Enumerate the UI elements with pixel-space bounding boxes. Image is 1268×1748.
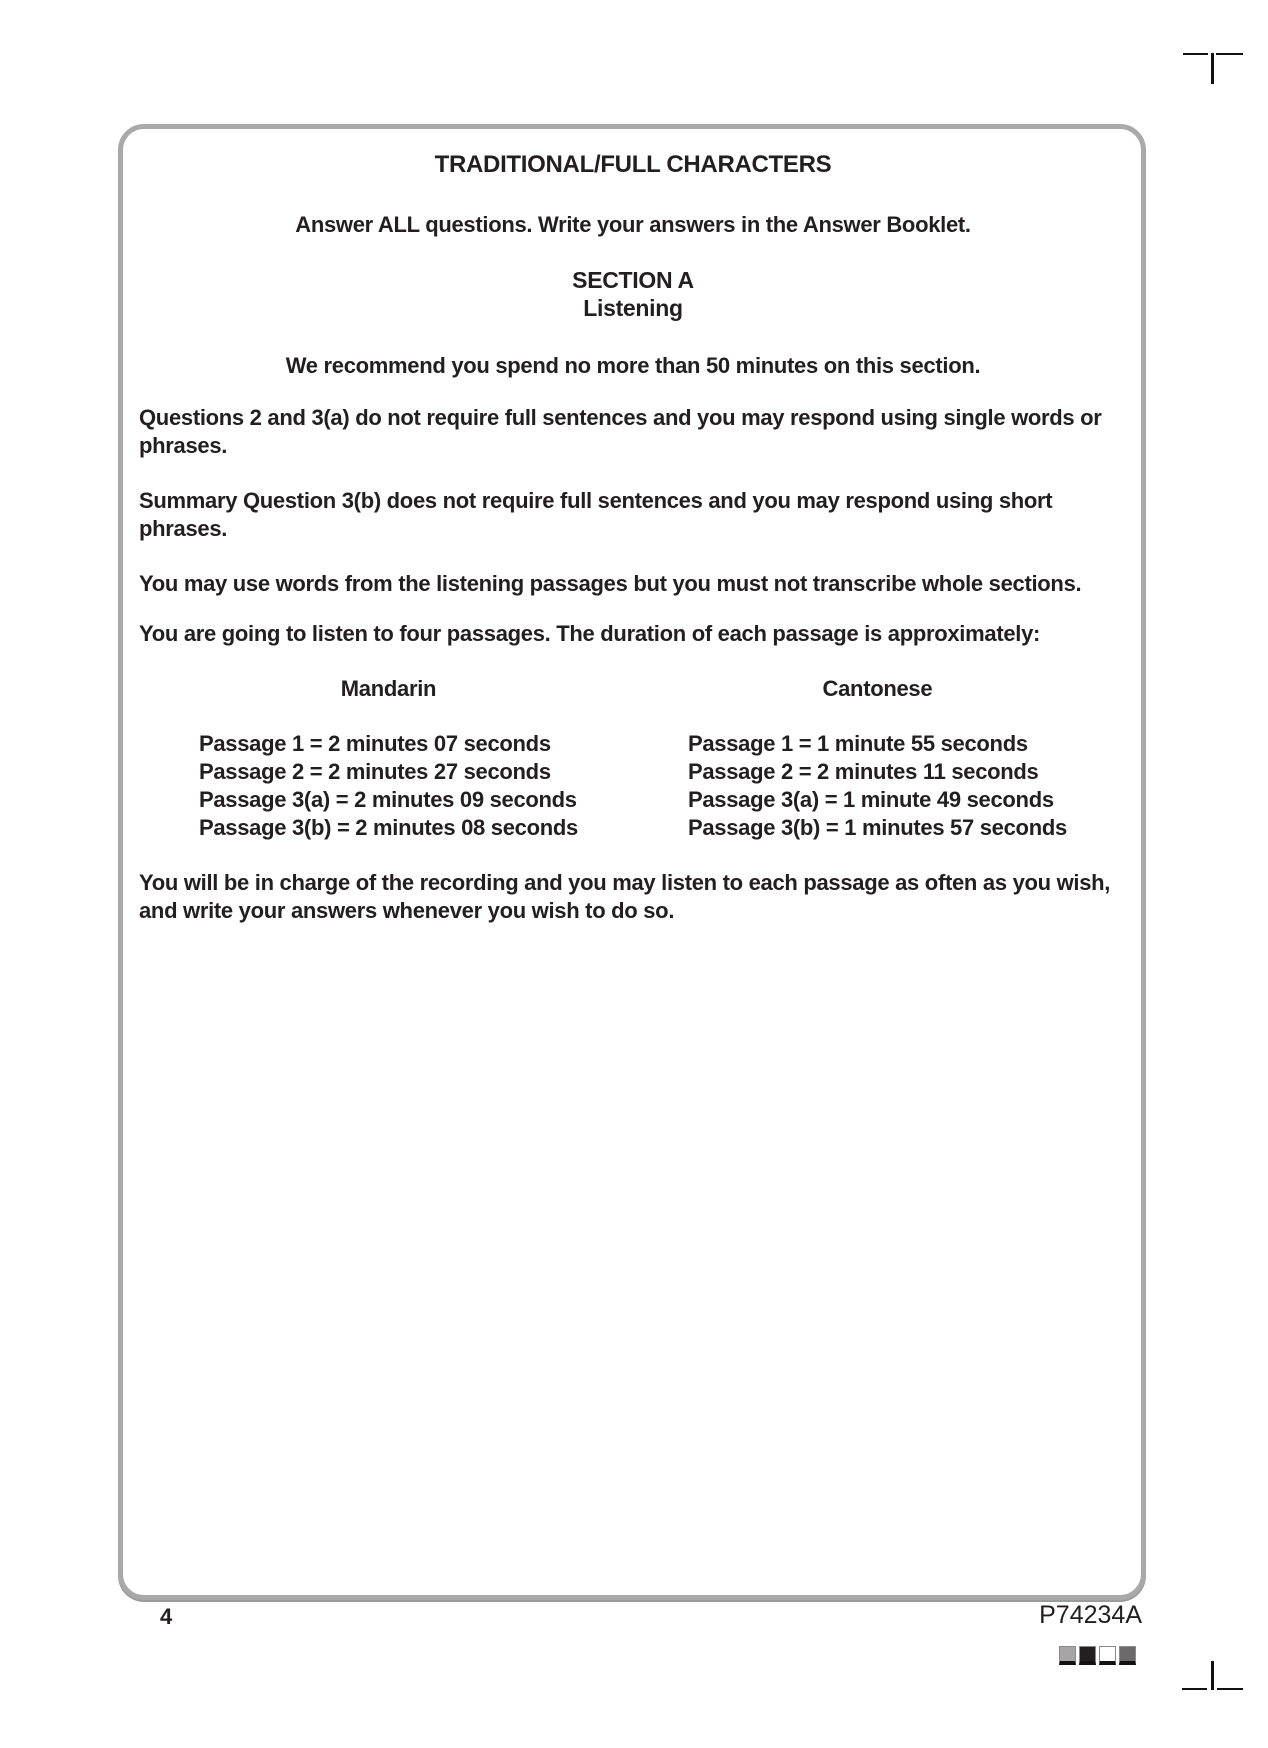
page-heading: TRADITIONAL/FULL CHARACTERS xyxy=(434,151,832,178)
crop-mark-top-right-icon xyxy=(1183,53,1208,55)
crop-mark-top-right-icon xyxy=(1216,53,1243,55)
paragraph-recording-control: You will be in charge of the recording and you may listen to each passage as often as you wish, and write your answers whenever you wish to do so. xyxy=(139,870,1111,923)
paragraph-questions-2-3a: Questions 2 and 3(a) do not require full sentences and you may respond using single words or phrases. xyxy=(139,405,1102,458)
time-recommendation: We recommend you spend no more than 50 minutes on this section. xyxy=(285,353,981,378)
paper-code: P74234A xyxy=(1039,1601,1142,1629)
list-item: Passage 2 = 2 minutes 27 seconds xyxy=(199,759,551,784)
paragraph-four-passages: You are going to listen to four passages. The duration of each passage is approximately: xyxy=(139,621,1041,646)
duration-columns xyxy=(139,675,1127,842)
section-subtitle: Listening xyxy=(583,295,683,321)
crop-mark-bottom-right-icon xyxy=(1217,1688,1243,1690)
list-item: Passage 1 = 2 minutes 07 seconds xyxy=(199,731,551,756)
list-item: Passage 3(b) = 1 minutes 57 seconds xyxy=(687,815,1067,840)
registration-square-icon xyxy=(1059,1646,1076,1665)
crop-mark-bottom-right-icon xyxy=(1211,1661,1214,1690)
list-item: Passage 3(b) = 2 minutes 08 seconds xyxy=(199,815,578,840)
instruction-box xyxy=(118,124,1146,1600)
mandarin-column xyxy=(199,675,578,842)
list-item: Passage 1 = 1 minute 55 seconds xyxy=(687,731,1028,756)
page-number: 4 xyxy=(160,1604,173,1629)
list-item: Passage 3(a) = 1 minute 49 seconds xyxy=(687,787,1054,812)
crop-mark-top-right-icon xyxy=(1211,53,1214,84)
mandarin-passage-list xyxy=(199,730,578,842)
registration-square-icon xyxy=(1099,1646,1116,1665)
crop-mark-bottom-right-icon xyxy=(1182,1688,1207,1690)
registration-square-icon xyxy=(1079,1646,1096,1665)
paragraph-summary-3b: Summary Question 3(b) does not require full sentences and you may respond using short phrases. xyxy=(139,488,1053,541)
instruction-content xyxy=(123,129,1141,925)
cantonese-column-header: Cantonese xyxy=(822,676,933,701)
mandarin-column-header: Mandarin xyxy=(340,676,437,701)
cantonese-column xyxy=(688,675,1067,842)
list-item: Passage 3(a) = 2 minutes 09 seconds xyxy=(199,787,577,812)
cantonese-passage-list xyxy=(688,730,1067,842)
registration-square-icon xyxy=(1119,1646,1136,1665)
print-registration-bar-icon xyxy=(1059,1646,1136,1665)
section-title: SECTION A xyxy=(572,267,694,293)
section-header xyxy=(139,266,1127,322)
list-item: Passage 2 = 2 minutes 11 seconds xyxy=(687,759,1039,784)
answer-instruction: Answer ALL questions. Write your answers in the Answer Booklet. xyxy=(295,212,971,237)
paragraph-transcribe-warning: You may use words from the listening passages but you must not transcribe whole sections. xyxy=(139,571,1082,596)
